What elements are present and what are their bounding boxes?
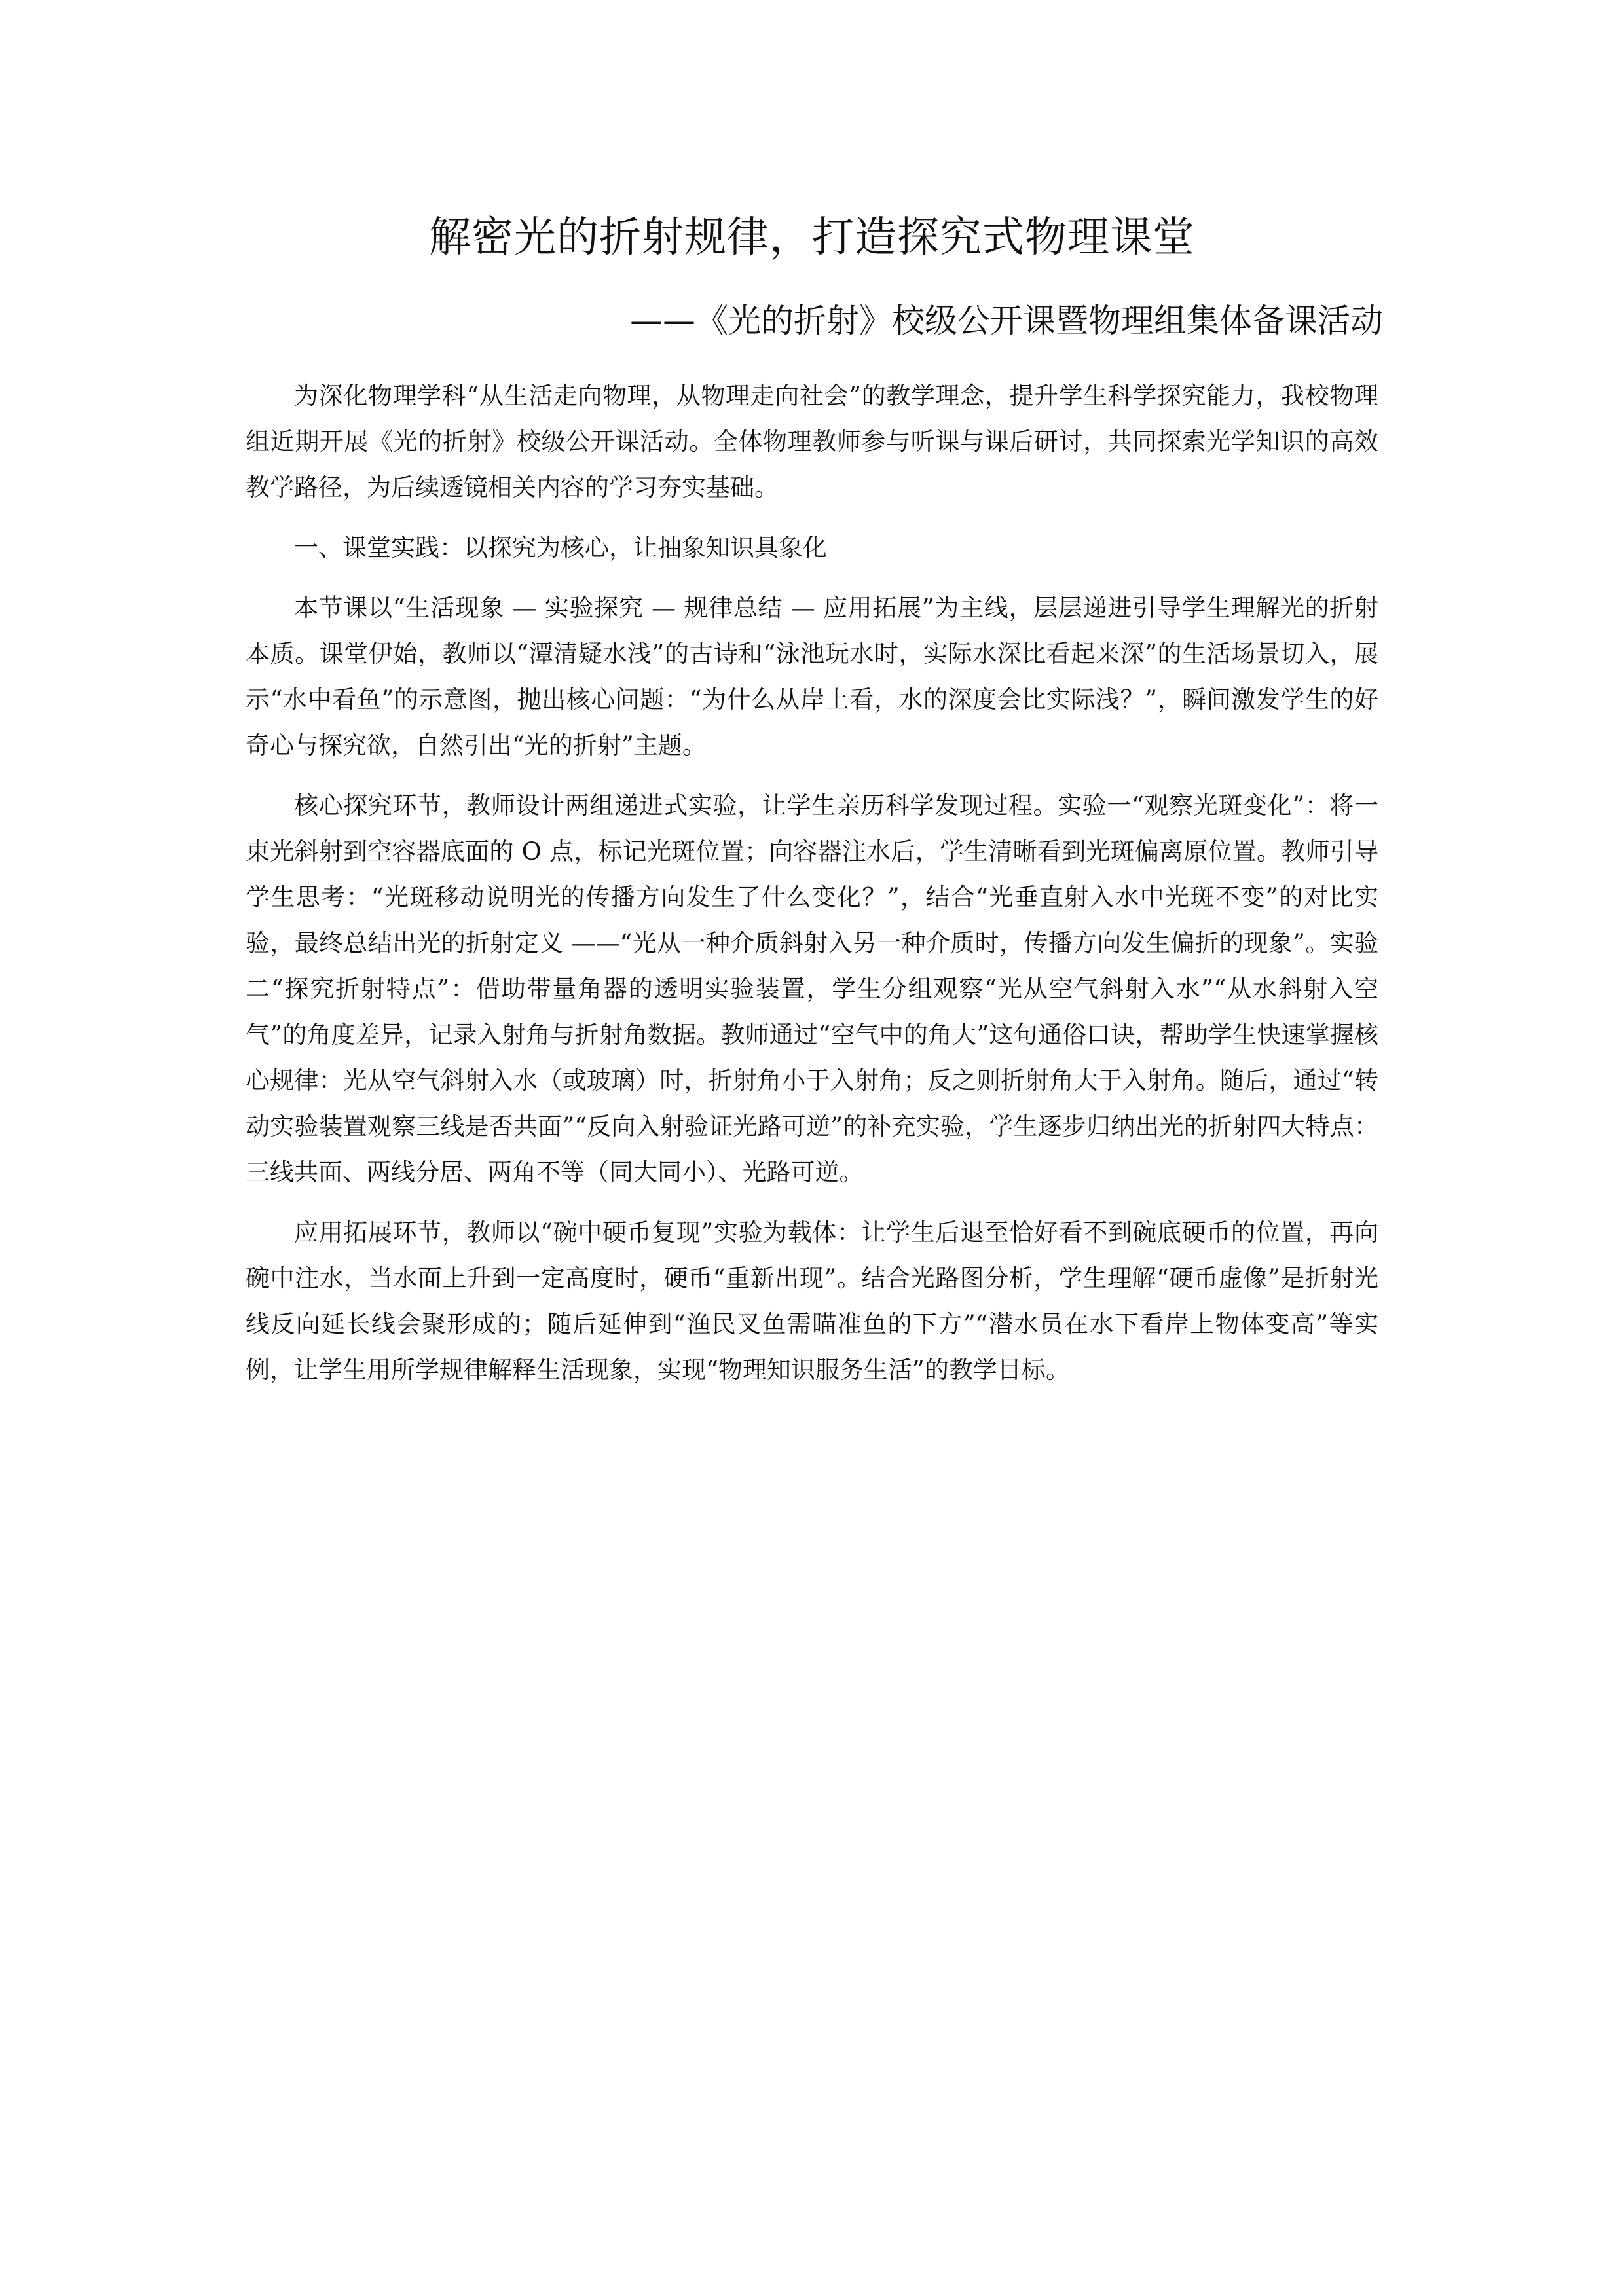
section-heading: 一、课堂实践：以探究为核心，让抽象知识具象化 [294,534,827,562]
body-paragraph-3: 应用拓展环节，教师以“碗中硬币复现”实验为载体：让学生后退至恰好看不到碗底硬币的位置，再向碗中注水，当水面上升到一定高度时，硬币“重新出现”。结合光路图分析，学生理解“硬币虚像”是折射光线反向延长线会聚形成的；随后延伸到“渔民叉鱼需瞄准鱼的下方”“潜水员在水下看岸上物体变高”等实例，让学生用所学规律解释生活现象，实现“物理知识服务生活”的教学目标。 [246,1218,1378,1384]
document-title: 解密光的折射规律，打造探究式物理课堂 [429,213,1195,262]
intro-paragraph: 为深化物理学科“从生活走向物理，从物理走向社会”的教学理念，提升学生科学探究能力，我校物理组近期开展《光的折射》校级公开课活动。全体物理教师参与听课与课后研讨，共同探索光学知识的高效教学路径，为后续透镜相关内容的学习夯实基础。 [246,382,1378,501]
body-paragraph-2: 核心探究环节，教师设计两组递进式实验，让学生亲历科学发现过程。实验一“观察光斑变化”：将一束光斜射到空容器底面的 O 点，标记光斑位置；向容器注水后，学生清晰看到光斑偏离原位置。教师引导学生思考：“光斑移动说明光的传播方向发生了什么变化？”，结合“光垂直射入水中光斑不变”的对比实验，最终总结出光的折射定义 ——“光从一种介质斜射入另一种介质时，传播方向发生偏折的现象”。实验二“探究折射特点”：借助带量角器的透明实验装置，学生分组观察“光从空气斜射入水”“从水斜射入空气”的角度差异，记录入射角与折射角数据。教师通过“空气中的角大”这句通俗口诀，帮助学生快速掌握核心规律：光从空气斜射入水（或玻璃）时，折射角小于入射角；反之则折射角大于入射角。随后，通过“转动实验装置观察三线是否共面”“反向入射验证光路可逆”的补充实验，学生逐步归纳出光的折射四大特点：三线共面、两线分居、两角不等（同大同小）、光路可逆。 [246,792,1378,1186]
document-subtitle: ——《光的折射》校级公开课暨物理组集体备课活动 [630,302,1383,340]
document-body [246,373,1378,1408]
body-paragraph-1: 本节课以“生活现象 — 实验探究 — 规律总结 — 应用拓展”为主线，层层递进引导学生理解光的折射本质。课堂伊始，教师以“潭清疑水浅”的古诗和“泳池玩水时，实际水深比看起来深”的生活场景切入，展示“水中看鱼”的示意图，抛出核心问题：“为什么从岸上看，水的深度会比实际浅？”，瞬间激发学生的好奇心与探究欲，自然引出“光的折射”主题。 [246,594,1378,759]
